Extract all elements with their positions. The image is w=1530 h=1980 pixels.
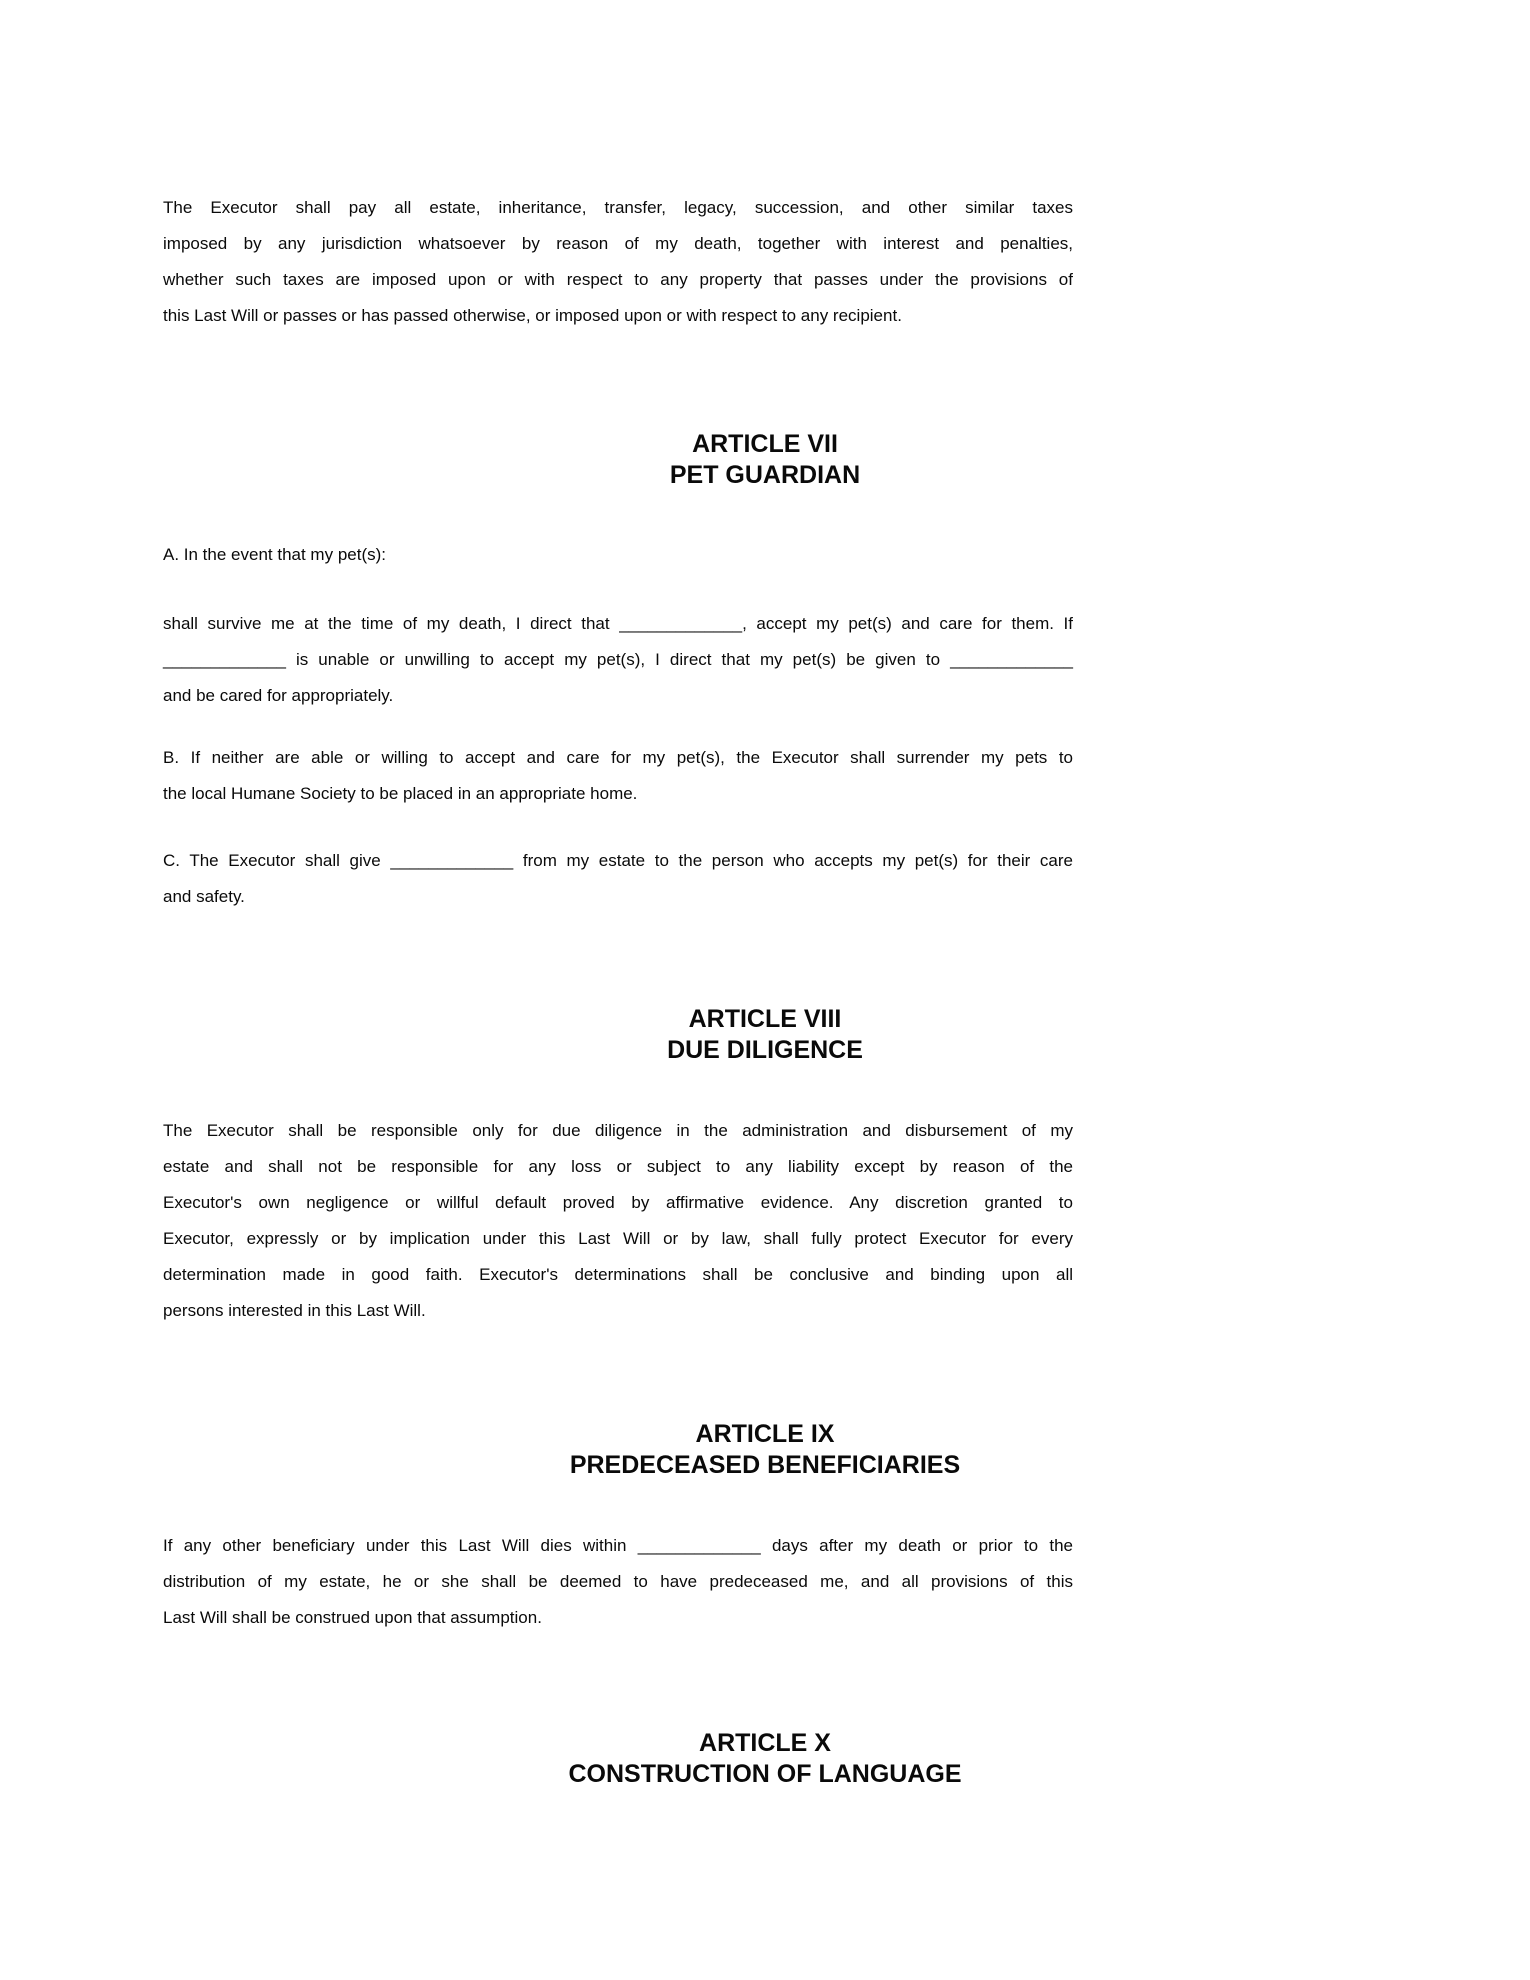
text-line: Executor, expressly or by implication under this Last Will or by law, shall fully protect Executor for every xyxy=(163,1229,1073,1248)
text-line: determination made in good faith. Executor's determinations shall be conclusive and binding upon all xyxy=(163,1265,1073,1284)
text-line: B. If neither are able or willing to accept and care for my pet(s), the Executor shall surrender my pets to xyxy=(163,748,1073,767)
text-line: The Executor shall pay all estate, inheritance, transfer, legacy, succession, and other similar taxes xyxy=(163,198,1073,217)
article-viii-title: ARTICLE VIII xyxy=(688,1005,842,1033)
pet-guardian-section-a-intro xyxy=(163,537,1073,573)
text-line: shall survive me at the time of my death, I direct that _____________, accept my pet(s) and care for them. If xyxy=(163,614,1073,633)
article-vii-heading xyxy=(0,429,1530,491)
article-viii-subtitle: DUE DILIGENCE xyxy=(667,1036,863,1064)
article-ix-subtitle: PREDECEASED BENEFICIARIES xyxy=(569,1451,961,1479)
text-line: Last Will shall be construed upon that assumption. xyxy=(163,1608,542,1627)
predeceased-beneficiaries-paragraph xyxy=(163,1528,1073,1636)
text-line: the local Humane Society to be placed in an appropriate home. xyxy=(163,784,638,803)
text-line: and safety. xyxy=(163,887,245,906)
article-vii-title: ARTICLE VII xyxy=(692,430,838,458)
executor-taxes-paragraph xyxy=(163,190,1073,334)
article-x-title: ARTICLE X xyxy=(699,1729,831,1757)
text-line: If any other beneficiary under this Last Will dies within _____________ days after my death or prior to the xyxy=(163,1536,1073,1555)
text-line: C. The Executor shall give _____________ from my estate to the person who accepts my pet(s) for their care xyxy=(163,851,1073,870)
text-line: imposed by any jurisdiction whatsoever by reason of my death, together with interest and penalties, xyxy=(163,234,1073,253)
article-x-subtitle: CONSTRUCTION OF LANGUAGE xyxy=(568,1760,962,1788)
text-line: this Last Will or passes or has passed otherwise, or imposed upon or with respect to any recipient. xyxy=(163,306,902,325)
article-viii-heading xyxy=(0,1004,1530,1066)
text-line: persons interested in this Last Will. xyxy=(163,1301,426,1320)
text-line: estate and shall not be responsible for any loss or subject to any liability except by reason of the xyxy=(163,1157,1073,1176)
text-line: _____________ is unable or unwilling to accept my pet(s), I direct that my pet(s) be given to _____________ xyxy=(163,650,1073,669)
due-diligence-paragraph xyxy=(163,1113,1073,1329)
text-line: A. In the event that my pet(s): xyxy=(163,545,386,564)
pet-guardian-section-b xyxy=(163,740,1073,812)
text-line: and be cared for appropriately. xyxy=(163,686,394,705)
text-line: Executor's own negligence or willful default proved by affirmative evidence. Any discretion granted to xyxy=(163,1193,1073,1212)
article-x-heading xyxy=(0,1728,1530,1790)
article-ix-heading xyxy=(0,1419,1530,1481)
text-line: distribution of my estate, he or she shall be deemed to have predeceased me, and all provisions of this xyxy=(163,1572,1073,1591)
pet-guardian-section-a-body xyxy=(163,606,1073,714)
pet-guardian-section-c xyxy=(163,843,1073,915)
article-vii-subtitle: PET GUARDIAN xyxy=(669,461,861,489)
article-ix-title: ARTICLE IX xyxy=(695,1420,835,1448)
text-line: whether such taxes are imposed upon or with respect to any property that passes under the provisions of xyxy=(163,270,1073,289)
text-line: The Executor shall be responsible only for due diligence in the administration and disbursement of my xyxy=(163,1121,1073,1140)
